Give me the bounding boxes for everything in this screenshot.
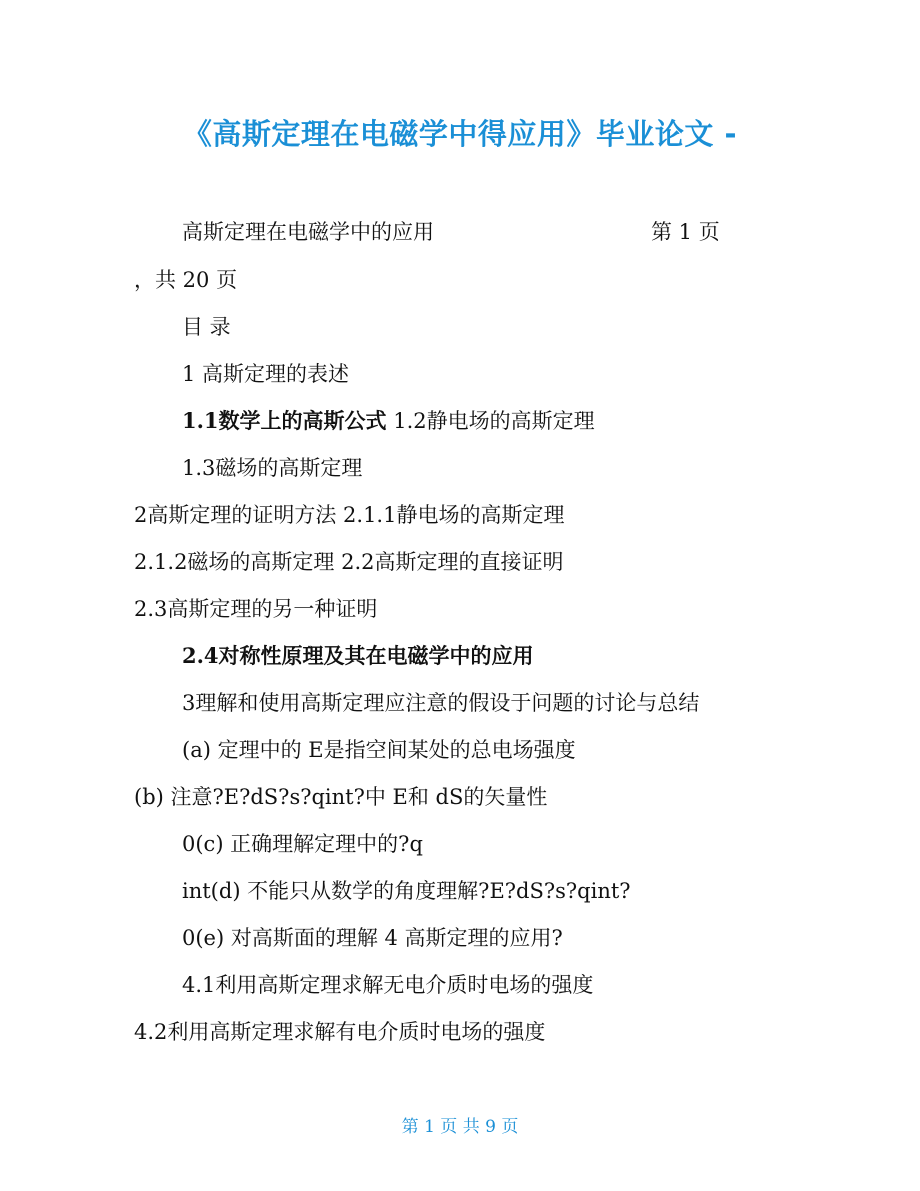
toc-line-5: 2.1.2磁场的高斯定理 2.2高斯定理的直接证明 <box>134 550 564 574</box>
toc-line-6: 2.3高斯定理的另一种证明 <box>134 597 378 621</box>
document-title: 《高斯定理在电磁学中得应用》毕业论文 - <box>182 117 738 151</box>
toc-line-2b: 1.2静电场的高斯定理 <box>393 409 595 433</box>
toc-line-2a: 1.1数学上的高斯公式 <box>182 408 387 433</box>
running-header-title: 高斯定理在电磁学中的应用 <box>182 220 434 244</box>
toc-line-14: 4.1利用高斯定理求解无电介质时电场的强度 <box>182 973 594 997</box>
running-header-total: ，共 20 页 <box>134 268 238 292</box>
toc-line-7: 2.4对称性原理及其在电磁学中的应用 <box>182 643 534 668</box>
toc-line-1: 1 高斯定理的表述 <box>182 362 350 386</box>
toc-line-2 <box>182 407 595 435</box>
toc-line-3: 1.3磁场的高斯定理 <box>182 456 363 480</box>
running-header-page: 第 1 页 <box>651 220 720 244</box>
toc-line-15: 4.2利用高斯定理求解有电介质时电场的强度 <box>134 1020 546 1044</box>
toc-line-12: int(d) 不能只从数学的角度理解?E?dS?s?qint? <box>182 879 631 903</box>
toc-line-8: 3理解和使用高斯定理应注意的假设于问题的讨论与总结 <box>182 691 700 715</box>
toc-heading: 目 录 <box>182 315 231 339</box>
toc-line-13: 0(e) 对高斯面的理解 4 高斯定理的应用? <box>182 926 563 950</box>
toc-line-4: 2高斯定理的证明方法 2.1.1静电场的高斯定理 <box>134 503 565 527</box>
toc-line-10: (b) 注意?E?dS?s?qint?中 E和 dS的矢量性 <box>134 785 548 809</box>
toc-line-11: 0(c) 正确理解定理中的?q <box>182 832 423 856</box>
page-footer: 第 1 页 共 9 页 <box>401 1117 519 1137</box>
toc-line-9: (a) 定理中的 E是指空间某处的总电场强度 <box>182 738 576 762</box>
